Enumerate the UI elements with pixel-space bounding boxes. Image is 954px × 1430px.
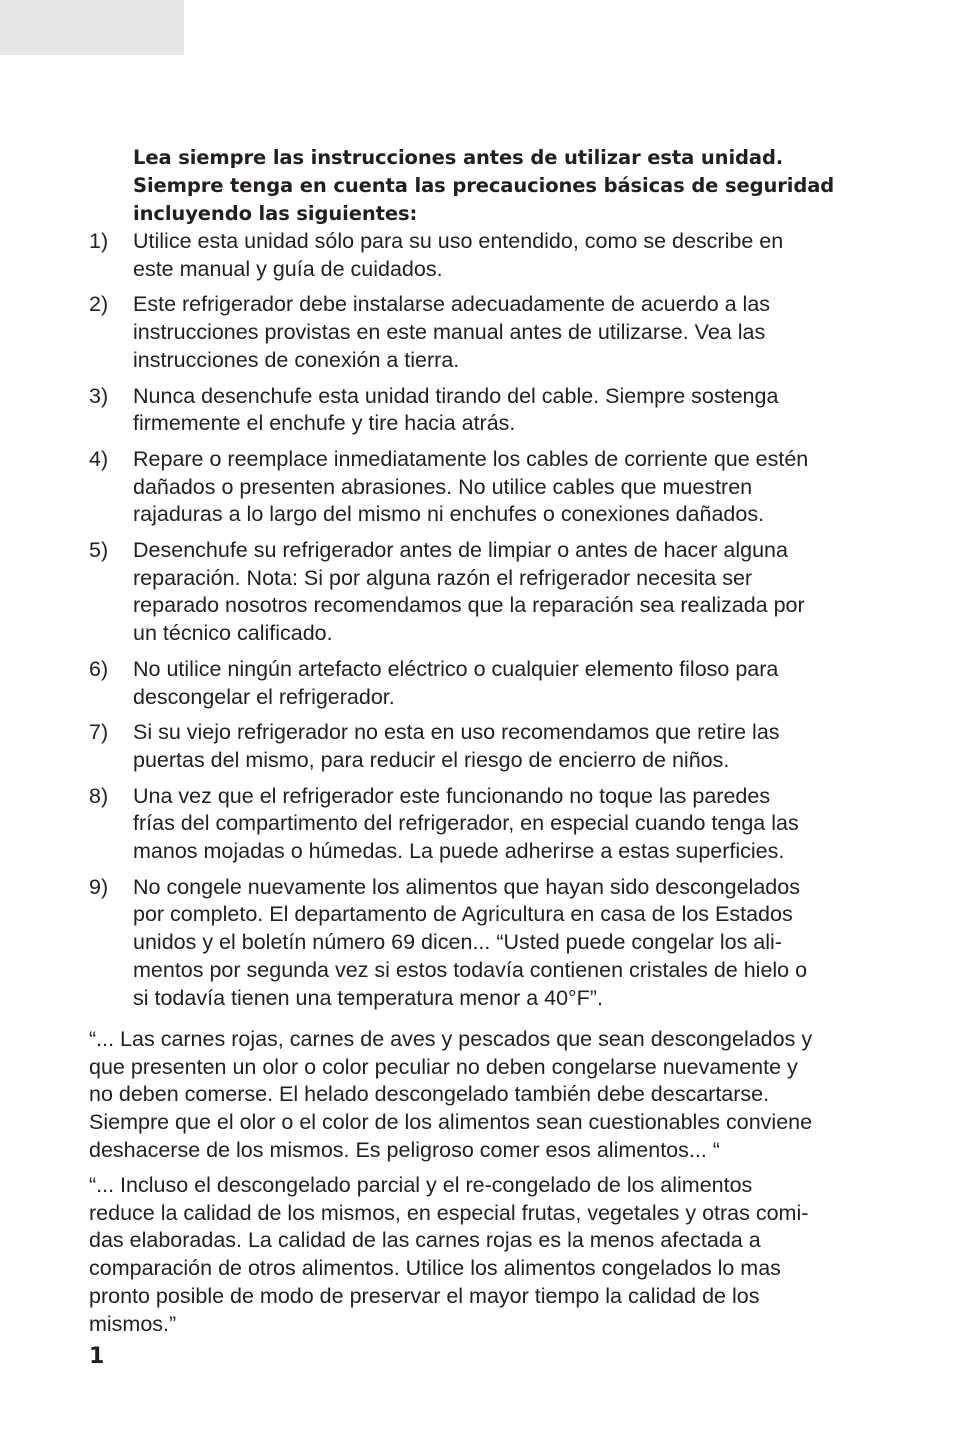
item-number: 8) xyxy=(89,783,109,808)
list-item xyxy=(0,719,954,774)
item-text-line: puertas del mismo, para reducir el riesgo de encierro de niños. xyxy=(133,747,730,772)
item-text-line: un técnico calificado. xyxy=(133,621,333,646)
quote-line: Siempre que el olor o el color de los alimentos sean cuestionables conviene xyxy=(89,1110,813,1135)
quote-line: “... Las carnes rojas, carnes de aves y pescados que sean descongelados y xyxy=(89,1027,813,1051)
quote-line: no deben comerse. El helado descongelado también debe descartarse. xyxy=(89,1082,770,1107)
item-text-line: por completo. El departamento de Agricultura en casa de los Estados xyxy=(133,902,793,927)
item-text-line: instrucciones provistas en este manual antes de utilizarse. Vea las xyxy=(133,320,766,345)
item-number: 4) xyxy=(89,446,109,471)
item-text-line: descongelar el refrigerador. xyxy=(133,684,395,709)
quote-line: deshacerse de los mismos. Es peligroso comer esos alimentos... “ xyxy=(89,1137,720,1162)
item-text-line: Repare o reemplace inmediatamente los cables de corriente que estén xyxy=(133,446,809,471)
intro-line: Siempre tenga en cuenta las precauciones básicas de seguridad xyxy=(133,174,835,197)
item-text-line: firmemente el enchufe y tire hacia atrás. xyxy=(133,411,516,436)
item-text-line: frías del compartimento del refrigerador, en especial cuando tenga las xyxy=(133,811,799,836)
intro-line: Lea siempre las instrucciones antes de utilizar esta unidad. xyxy=(133,146,784,169)
item-text-line: unidos y el boletín número 69 dicen... “Usted puede congelar los ali- xyxy=(133,930,782,955)
item-number: 3) xyxy=(89,383,109,408)
list-item xyxy=(0,446,954,529)
item-text-line: No congele nuevamente los alimentos que hayan sido descongelados xyxy=(133,874,800,899)
item-number: 7) xyxy=(89,720,109,745)
list-item xyxy=(0,874,954,1013)
safety-instructions-list xyxy=(0,228,954,1020)
item-text-line: reparado nosotros recomendamos que la reparación sea realizada por xyxy=(133,593,805,618)
quote-line: pronto posible de modo de preservar el mayor tiempo la calidad de los xyxy=(89,1283,760,1308)
item-text-line: Utilice esta unidad sólo para su uso entendido, como se describe en xyxy=(133,229,784,253)
list-item xyxy=(0,383,954,438)
item-number: 1) xyxy=(89,229,109,253)
page-number: 1 xyxy=(89,1344,105,1369)
safety-intro xyxy=(133,144,873,228)
item-text-line: dañados o presenten abrasiones. No utilice cables que muestren xyxy=(133,474,753,499)
list-item xyxy=(0,228,954,283)
item-text-line: rajaduras a lo largo del mismo ni enchufes o conexiones dañados. xyxy=(133,502,765,527)
item-text-line: Este refrigerador debe instalarse adecuadamente de acuerdo a las xyxy=(133,292,771,317)
item-number: 5) xyxy=(89,538,109,563)
quote-line: “... Incluso el descongelado parcial y el re-congelado de los alimentos xyxy=(89,1173,753,1197)
list-item xyxy=(0,656,954,711)
list-item xyxy=(0,291,954,374)
list-item xyxy=(0,783,954,866)
quote-line: reduce la calidad de los mismos, en especial frutas, vegetales y otras comi- xyxy=(89,1200,809,1225)
item-text-line: si todavía tienen una temperatura menor a 40°F”. xyxy=(133,985,603,1010)
quote-line: mismos.” xyxy=(89,1311,177,1336)
item-text-line: manos mojadas o húmedas. La puede adherirse a estas superficies. xyxy=(133,839,785,864)
item-text-line: mentos por segunda vez si estos todavía contienen cristales de hielo o xyxy=(133,957,808,982)
item-number: 6) xyxy=(89,656,109,681)
quote-line: que presenten un olor o color peculiar no deben congelarse nuevamente y xyxy=(89,1054,798,1079)
item-text-line: Si su viejo refrigerador no esta en uso recomendamos que retire las xyxy=(133,720,780,745)
quote-line: das elaboradas. La calidad de las carnes rojas es la menos afectada a xyxy=(89,1228,761,1253)
item-text-line: Nunca desenchufe esta unidad tirando del cable. Siempre sostenga xyxy=(133,383,779,408)
quote-line: comparación de otros alimentos. Utilice los alimentos congelados lo mas xyxy=(89,1256,781,1281)
item-text-line: Desenchufe su refrigerador antes de limpiar o antes de hacer alguna xyxy=(133,538,788,563)
intro-line: incluyendo las siguientes: xyxy=(133,202,418,225)
item-number: 2) xyxy=(89,292,109,317)
item-text-line: reparación. Nota: Si por alguna razón el refrigerador necesita ser xyxy=(133,565,753,590)
list-item xyxy=(0,537,954,648)
item-text-line: este manual y guía de cuidados. xyxy=(133,256,443,281)
item-text-line: Una vez que el refrigerador este funcionando no toque las paredes xyxy=(133,783,771,808)
quote-paragraph xyxy=(89,1026,879,1165)
item-text-line: No utilice ningún artefacto eléctrico o cualquier elemento filoso para xyxy=(133,656,779,681)
item-number: 9) xyxy=(89,874,109,899)
item-text-line: instrucciones de conexión a tierra. xyxy=(133,347,460,372)
quote-paragraph xyxy=(89,1172,879,1338)
